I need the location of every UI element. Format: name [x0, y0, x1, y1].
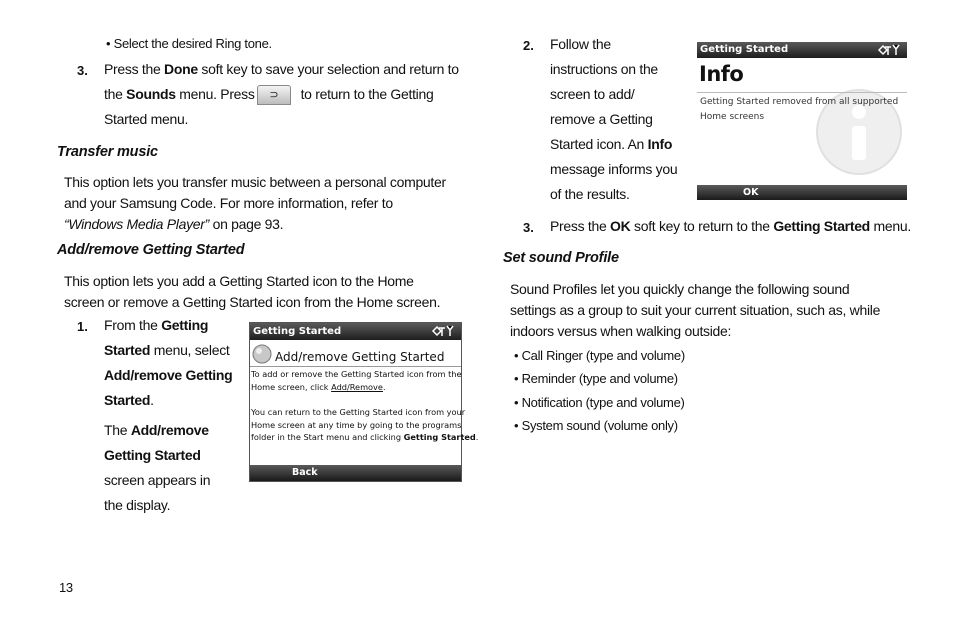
- windows-media-player-link[interactable]: “Windows Media Player”: [64, 216, 209, 232]
- signal-icon: [877, 43, 903, 58]
- softkey-bar: [250, 465, 461, 481]
- device-heading: Add/remove Getting Started: [275, 350, 445, 364]
- device-body: Getting Started removed from all supported Home screens: [700, 97, 899, 122]
- step2-paragraph: Follow the instructions on the screen to add/ remove a Getting Started icon. An Info message informs you of the results.: [550, 36, 678, 202]
- signal-icon: [431, 324, 457, 339]
- sound-paragraph: Sound Profiles let you quickly change the following sound settings as a group to suit your current situation, such as, while indoors versus when walking outside:: [510, 281, 881, 339]
- step1-paragraph: From the Getting Started menu, select Add/remove Getting Started. The Add/remove Getting Started screen appears in the display.: [104, 317, 233, 513]
- device-screenshot-info: [697, 42, 907, 200]
- list-item: • Notification (type and volume): [514, 394, 685, 410]
- back-softkey[interactable]: Back: [292, 467, 318, 478]
- device-heading: Info: [699, 62, 744, 86]
- list-item: • System sound (volume only): [514, 417, 678, 433]
- section-heading-add-remove: Add/remove Getting Started: [57, 242, 245, 258]
- page-number: 13: [59, 580, 73, 595]
- app-globe-icon: [252, 344, 272, 368]
- step3-right-paragraph: Press the OK soft key to return to the Getting Started menu.: [550, 218, 911, 234]
- list-item: • Reminder (type and volume): [514, 371, 678, 387]
- device-body: To add or remove the Getting Started icon from the Home screen, click Add/Remove. You can return to the Getting Started icon from your Home screen at any time by going to the programs folder in the Start menu and clicking Getting Started.: [251, 369, 479, 442]
- step-number: 1.: [77, 319, 88, 334]
- step-number: 3.: [523, 220, 534, 235]
- bullet-ringtone: • Select the desired Ring tone.: [106, 36, 272, 51]
- sound-bullet-list: [514, 344, 685, 437]
- device-title-bar: Getting Started: [697, 42, 907, 58]
- device-title-bar: Getting Started: [250, 323, 461, 340]
- ok-softkey[interactable]: OK: [743, 187, 759, 198]
- list-item: • Call Ringer (type and volume): [514, 348, 685, 363]
- step-number: 2.: [523, 38, 534, 53]
- transfer-paragraph: This option lets you transfer music between a personal computer and your Samsung Code. For more information, refer to “Windows Media Player” on page 93.: [64, 174, 446, 232]
- add-remove-link[interactable]: Add/Remove: [331, 381, 383, 392]
- softkey-bar: [697, 185, 907, 200]
- device-screenshot-add-remove: [249, 322, 479, 482]
- section-heading-sound-profile: Set sound Profile: [503, 250, 619, 266]
- step-number: 3.: [77, 63, 88, 78]
- step3-paragraph: Press the Done soft key to save your selection and return to the Sounds menu. Press to return to the Getting Started menu.: [104, 61, 459, 127]
- section-heading-transfer-music: Transfer music: [57, 144, 158, 160]
- addremove-paragraph: This option lets you add a Getting Started icon to the Home screen or remove a Getting Started icon from the Home screen.: [64, 273, 441, 310]
- back-key-icon: ⊃: [257, 85, 291, 105]
